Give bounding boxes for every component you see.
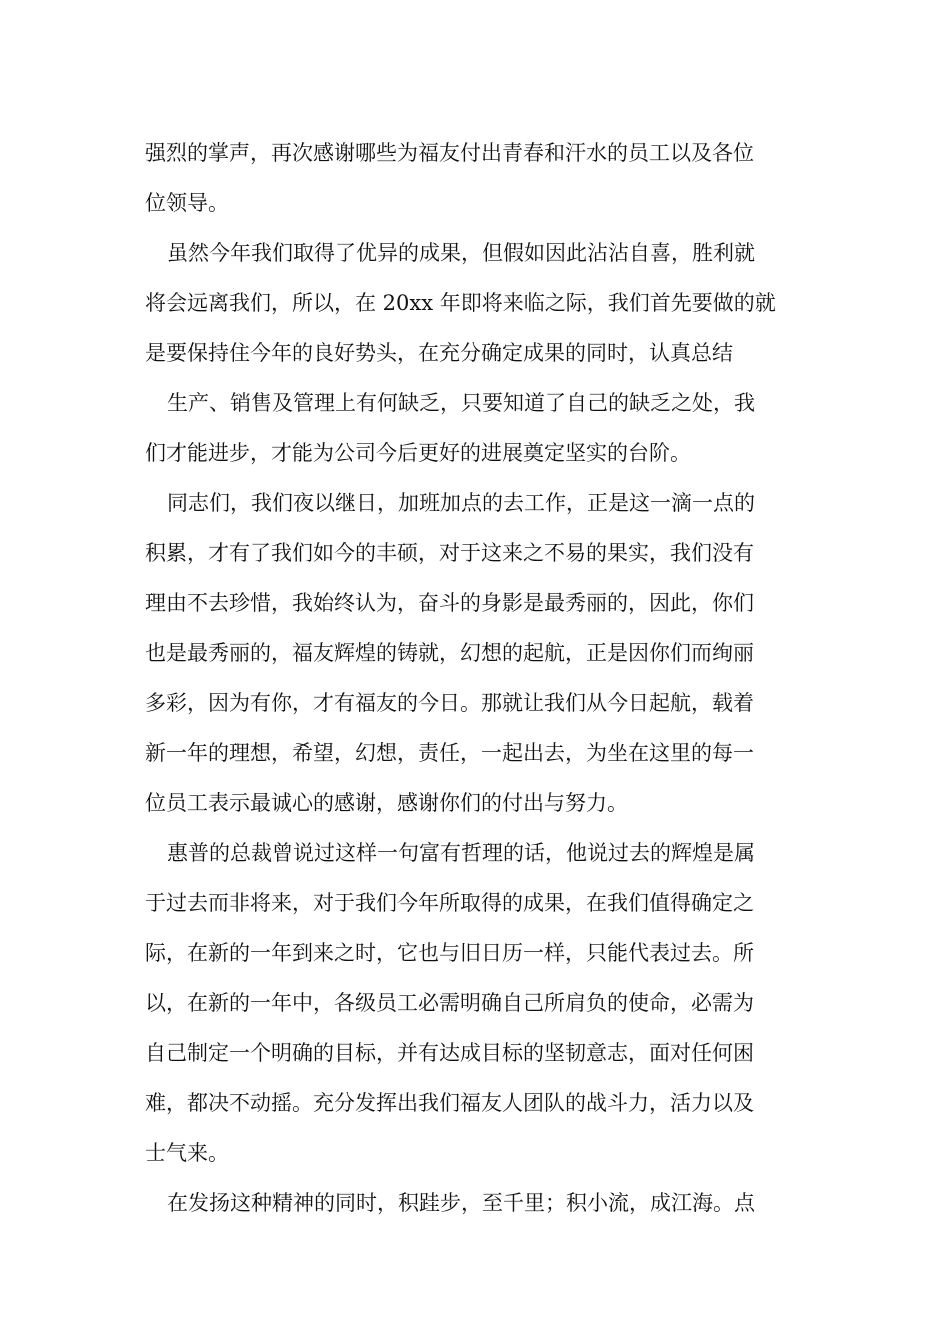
text-line: 难，都决不动摇。充分发挥出我们福友人团队的战斗力，活力以及 [145, 1091, 754, 1115]
text-line: 多彩，因为有你，才有福友的今日。那就让我们从今日起航，载着 [145, 691, 754, 715]
text-line: 积累，才有了我们如今的丰硕，对于这来之不易的果实，我们没有 [145, 541, 754, 565]
text-line: 同志们，我们夜以继日，加班加点的去工作，正是这一滴一点的 [167, 491, 755, 515]
text-line: 以，在新的一年中，各级员工必需明确自己所肩负的使命，必需为 [145, 991, 754, 1015]
text-line: 强烈的掌声，再次感谢哪些为福友付出青春和汗水的员工以及各位 [145, 141, 754, 165]
text-line: 位领导。 [145, 191, 229, 215]
text-line: 际，在新的一年到来之时，它也与旧日历一样，只能代表过去。所 [145, 941, 754, 965]
text-line: 新一年的理想，希望，幻想，责任，一起出去，为坐在这里的每一 [145, 741, 754, 765]
text-line: 位员工表示最诚心的感谢，感谢你们的付出与努力。 [145, 791, 628, 815]
text-line: 士气来。 [145, 1141, 229, 1165]
text-line: 是要保持住今年的良好势头，在充分确定成果的同时，认真总结 [145, 341, 733, 365]
text-line: 们才能进步，才能为公司今后更好的进展奠定坚实的台阶。 [145, 441, 691, 465]
document-body [145, 128, 810, 1228]
paragraph-6 [145, 1178, 810, 1228]
paragraph-5 [145, 828, 810, 1178]
text-line: 理由不去珍惜，我始终认为，奋斗的身影是最秀丽的，因此，你们 [145, 591, 754, 615]
paragraph-4 [145, 478, 810, 828]
text-line: 也是最秀丽的，福友辉煌的铸就，幻想的起航，正是因你们而绚丽 [145, 641, 754, 665]
text-line: 在发扬这种精神的同时，积跬步，至千里；积小流，成江海。点 [167, 1191, 755, 1215]
paragraph-1 [145, 128, 810, 228]
paragraph-2 [145, 228, 810, 378]
paragraph-3 [145, 378, 810, 478]
text-line: 惠普的总裁曾说过这样一句富有哲理的话，他说过去的辉煌是属 [167, 841, 755, 865]
text-line: 虽然今年我们取得了优异的成果，但假如因此沾沾自喜，胜利就 [167, 241, 755, 265]
text-line: 自己制定一个明确的目标，并有达成目标的坚韧意志，面对任何困 [145, 1041, 754, 1065]
text-line: 将会远离我们，所以，在 20xx 年即将来临之际，我们首先要做的就 [145, 291, 776, 315]
text-line: 于过去而非将来，对于我们今年所取得的成果，在我们值得确定之 [145, 891, 754, 915]
text-line: 生产、销售及管理上有何缺乏，只要知道了自己的缺乏之处，我 [167, 391, 755, 415]
